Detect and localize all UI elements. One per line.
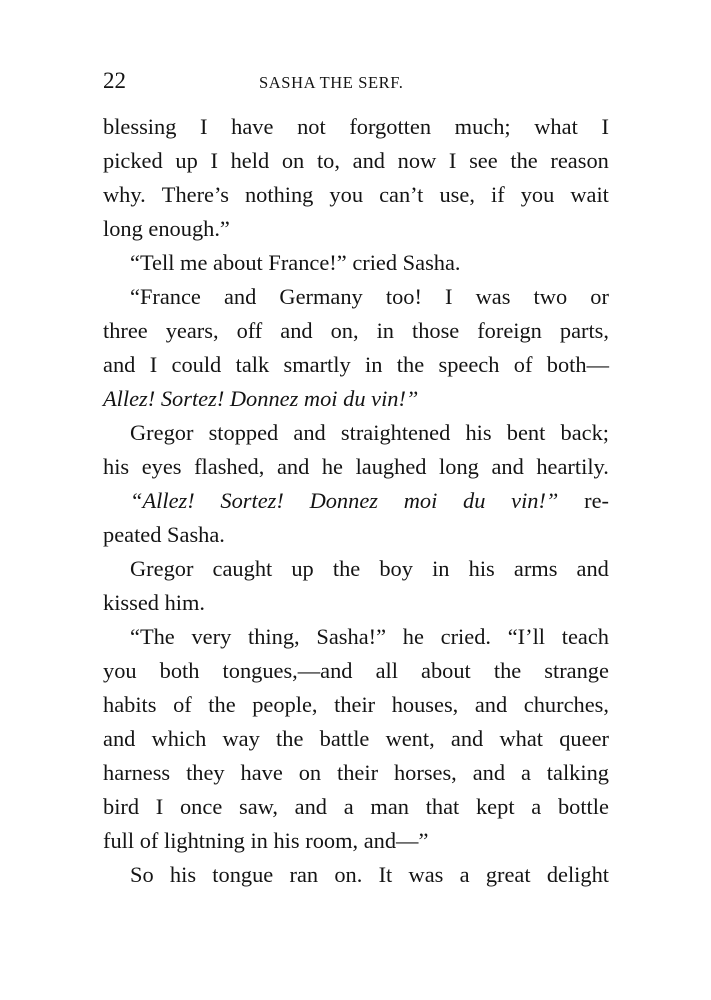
word: and: [276, 454, 310, 479]
word: people,: [252, 692, 318, 717]
text-line: [103, 314, 609, 348]
word: parts,: [559, 318, 609, 343]
word: Allez!: [103, 386, 156, 411]
word: I: [445, 284, 453, 309]
word: and: [450, 726, 484, 751]
word: re-: [584, 488, 609, 513]
word: and: [576, 556, 609, 581]
word: was: [408, 862, 444, 887]
word: “France: [130, 284, 201, 309]
word: wait: [570, 182, 609, 207]
page-header: [103, 66, 609, 96]
word: long: [439, 454, 479, 479]
word: cried: [352, 250, 398, 275]
word: Germany: [279, 284, 363, 309]
word: I: [601, 114, 609, 139]
word: bird: [103, 794, 140, 819]
word: vin!”: [511, 488, 559, 513]
word: of: [139, 828, 159, 853]
text-line: [103, 144, 609, 178]
word: bottle: [557, 794, 609, 819]
word: the: [276, 726, 304, 751]
word: teach: [561, 624, 609, 649]
text-line: [103, 246, 609, 280]
word: and: [280, 318, 313, 343]
word: what: [499, 726, 544, 751]
word: about: [421, 658, 471, 683]
word: what: [534, 114, 578, 139]
text-line: [103, 688, 609, 722]
text-line: [103, 484, 609, 518]
word: battle: [319, 726, 370, 751]
word: on.: [334, 862, 363, 887]
word: boy: [379, 556, 413, 581]
word: reason: [550, 148, 609, 173]
word: in: [432, 556, 450, 581]
word: in: [250, 828, 268, 853]
word: thing,: [248, 624, 300, 649]
text-line: [103, 416, 609, 450]
word: blessing: [103, 114, 177, 139]
word: saw,: [238, 794, 278, 819]
word: There’s: [161, 182, 229, 207]
word: and: [474, 692, 508, 717]
word: those: [411, 318, 460, 343]
text-line: [103, 824, 609, 858]
page-number: 22: [103, 68, 126, 93]
word: a: [520, 760, 531, 785]
word: which: [151, 726, 207, 751]
word: Gregor: [130, 420, 194, 445]
word: a: [459, 862, 470, 887]
word: kept: [475, 794, 515, 819]
word: their: [334, 692, 376, 717]
word: tongue: [212, 862, 274, 887]
word: his: [468, 556, 495, 581]
word: “Allez!: [130, 488, 195, 513]
word: So: [130, 862, 154, 887]
word: you: [103, 658, 137, 683]
word: all: [375, 658, 398, 683]
word: back;: [560, 420, 609, 445]
word: Sasha.: [167, 522, 225, 547]
word: was: [475, 284, 511, 309]
text-line: [103, 518, 609, 552]
word: cried.: [440, 624, 491, 649]
word: on: [298, 760, 322, 785]
word: have: [231, 114, 274, 139]
word: enough.”: [148, 216, 230, 241]
word: laughed: [355, 454, 427, 479]
text-line: [103, 450, 609, 484]
word: Sasha!”: [316, 624, 387, 649]
word: three: [103, 318, 148, 343]
word: you: [520, 182, 555, 207]
running-title: SASHA THE SERF.: [259, 73, 404, 92]
word: speech: [438, 352, 500, 377]
word: and: [223, 284, 257, 309]
word: you: [329, 182, 364, 207]
word: long: [103, 216, 143, 241]
word: on,: [330, 318, 359, 343]
word: churches,: [523, 692, 609, 717]
word: two: [533, 284, 568, 309]
word: It: [378, 862, 393, 887]
word: off: [236, 318, 263, 343]
word: and: [491, 454, 524, 479]
word: delight: [546, 862, 609, 887]
word: up: [291, 556, 314, 581]
body-text: [103, 110, 609, 892]
word: vin!”: [371, 386, 419, 411]
word: the: [332, 556, 361, 581]
word: I: [210, 148, 218, 173]
word: and: [472, 760, 506, 785]
word: straightened: [340, 420, 451, 445]
word: now: [397, 148, 437, 173]
word: great: [485, 862, 531, 887]
word: full: [103, 828, 135, 853]
word: that: [425, 794, 460, 819]
word: horses,: [393, 760, 457, 785]
word: his: [273, 828, 300, 853]
word: lightning: [163, 828, 245, 853]
word: France!”: [268, 250, 347, 275]
word: bent: [506, 420, 546, 445]
word: Sortez!: [220, 488, 284, 513]
text-line: [103, 212, 609, 246]
word: about: [213, 250, 263, 275]
text-line: [103, 178, 609, 212]
word: much;: [454, 114, 511, 139]
word: du: [343, 386, 366, 411]
word: can’t: [379, 182, 424, 207]
word: his: [103, 454, 130, 479]
text-line: [103, 756, 609, 790]
word: “The: [130, 624, 175, 649]
word: use,: [439, 182, 475, 207]
word: flashed,: [194, 454, 265, 479]
word: the: [510, 148, 538, 173]
word: once: [179, 794, 223, 819]
word: I: [200, 114, 208, 139]
word: his: [169, 862, 197, 887]
word: Donnez: [309, 488, 378, 513]
text-line: [103, 110, 609, 144]
word: Sasha.: [402, 250, 461, 275]
word: on: [281, 148, 305, 173]
text-line: [103, 620, 609, 654]
word: of: [513, 352, 533, 377]
word: stopped: [208, 420, 279, 445]
word: not: [297, 114, 326, 139]
word: me: [180, 250, 208, 275]
word: his: [465, 420, 492, 445]
word: a: [343, 794, 354, 819]
word: picked: [103, 148, 163, 173]
word: strange: [544, 658, 609, 683]
word: moi: [403, 488, 438, 513]
word: too!: [385, 284, 422, 309]
word: of: [173, 692, 192, 717]
word: in: [365, 352, 383, 377]
word: tongues,—and: [222, 658, 353, 683]
word: smartly: [283, 352, 351, 377]
word: peated: [103, 522, 162, 547]
word: nothing: [244, 182, 314, 207]
text-line: [103, 586, 609, 620]
word: and: [293, 420, 326, 445]
word: why.: [103, 182, 146, 207]
text-line: [103, 348, 609, 382]
word: eyes: [141, 454, 182, 479]
word: forgotten: [349, 114, 432, 139]
text-line: [103, 722, 609, 756]
word: ran: [289, 862, 319, 887]
word: “Tell: [130, 250, 175, 275]
word: both—: [546, 352, 609, 377]
word: houses,: [391, 692, 459, 717]
text-line: [103, 552, 609, 586]
word: the: [208, 692, 236, 717]
word: Gregor: [130, 556, 194, 581]
word: kissed: [103, 590, 159, 615]
word: talking: [546, 760, 609, 785]
word: they: [186, 760, 225, 785]
word: moi: [303, 386, 338, 411]
word: he: [321, 454, 343, 479]
word: Donnez: [229, 386, 299, 411]
word: and: [294, 794, 328, 819]
word: heartily.: [536, 454, 609, 479]
word: and: [352, 148, 385, 173]
word: way: [222, 726, 260, 751]
word: Sortez!: [160, 386, 225, 411]
word: “I’ll: [507, 624, 546, 649]
word: and: [103, 352, 136, 377]
word: to,: [316, 148, 340, 173]
word: du: [463, 488, 486, 513]
text-line: [103, 858, 609, 892]
word: up: [175, 148, 198, 173]
word: room,: [305, 828, 359, 853]
word: habits: [103, 692, 157, 717]
word: harness: [103, 760, 171, 785]
word: the: [396, 352, 425, 377]
text-line: [103, 790, 609, 824]
word: I: [149, 352, 158, 377]
word: foreign: [477, 318, 542, 343]
word: man: [370, 794, 409, 819]
word: I: [155, 794, 164, 819]
word: and: [103, 726, 136, 751]
word: queer: [559, 726, 609, 751]
word: went,: [385, 726, 435, 751]
word: or: [590, 284, 609, 309]
text-line: [103, 382, 609, 416]
word: and—”: [363, 828, 429, 853]
word: held: [230, 148, 270, 173]
word: a: [531, 794, 542, 819]
word: him.: [164, 590, 206, 615]
word: in: [376, 318, 394, 343]
word: if: [490, 182, 505, 207]
word: both: [159, 658, 200, 683]
word: the: [493, 658, 522, 683]
word: could: [171, 352, 222, 377]
word: talk: [235, 352, 270, 377]
word: very: [191, 624, 232, 649]
text-line: [103, 654, 609, 688]
word: caught: [212, 556, 273, 581]
word: have: [240, 760, 283, 785]
word: arms: [513, 556, 558, 581]
word: their: [337, 760, 379, 785]
word: I: [448, 148, 457, 173]
text-line: [103, 280, 609, 314]
word: he: [402, 624, 424, 649]
word: years,: [165, 318, 219, 343]
word: see: [469, 148, 498, 173]
